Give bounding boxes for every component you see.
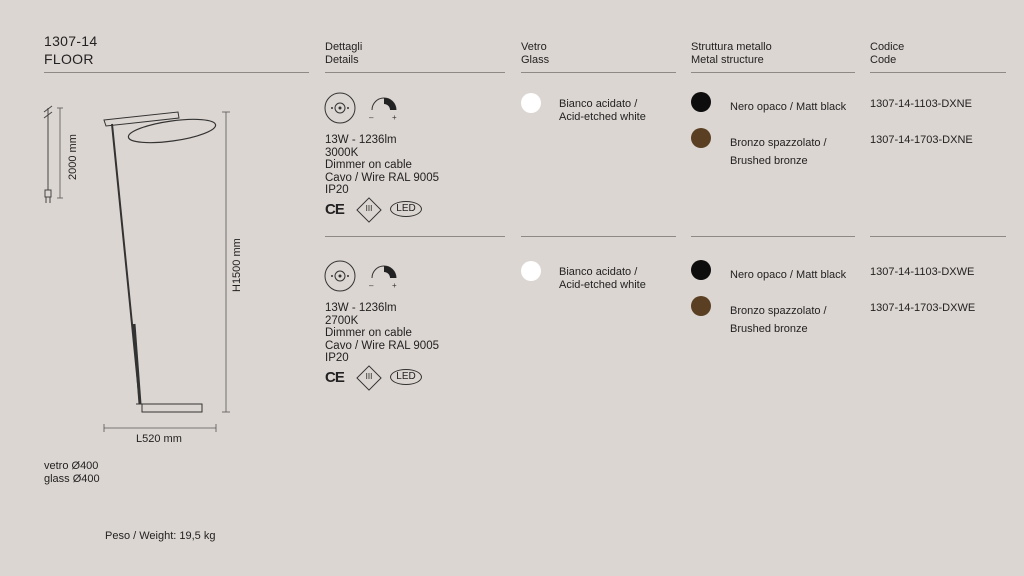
spec-list — [325, 134, 439, 197]
header-metal — [691, 41, 772, 67]
finish-swatch — [691, 128, 711, 148]
glass-label-line: Bianco acidato / — [559, 98, 638, 110]
spec-line: Dimmer on cable — [325, 159, 412, 171]
header-glass-it: Vetro — [521, 41, 547, 53]
svg-text:+: + — [392, 113, 397, 122]
divider — [325, 72, 505, 73]
glass-label-line: Acid-etched white — [559, 111, 646, 123]
spec-list — [325, 302, 439, 365]
dimmer-control-icon — [368, 264, 400, 290]
finish-label-line: Nero opaco / Matt black — [730, 269, 847, 281]
header-code-it: Codice — [870, 41, 905, 53]
finish-swatch — [691, 296, 711, 316]
header-glass-en: Glass — [521, 54, 550, 66]
spec-line: 13W - 1236lm — [325, 302, 397, 314]
length-label: L520 mm — [136, 433, 182, 445]
finish-label — [730, 302, 827, 338]
ce-mark-icon: CE — [325, 369, 344, 386]
header-code-en: Code — [870, 54, 897, 66]
glass-swatch — [521, 93, 541, 113]
product-code: 1307-14 — [44, 33, 98, 49]
dimmer-switch-icon — [324, 260, 358, 294]
spec-line: 2700K — [325, 314, 359, 327]
glass-swatch — [521, 261, 541, 281]
glass-label-line: Bianco acidato / — [559, 266, 638, 278]
glass-diameter-en: glass Ø400 — [44, 473, 100, 485]
divider — [691, 236, 855, 237]
finish-label-line: Bronzo spazzolato / — [730, 137, 827, 149]
svg-text:–: – — [369, 281, 374, 290]
divider — [521, 72, 676, 73]
lamp-technical-drawing — [0, 0, 320, 460]
glass-label — [559, 98, 646, 124]
dimmer-switch-icon — [324, 92, 358, 126]
finish-label — [730, 98, 846, 116]
finish-label-line: Brushed bronze — [730, 323, 808, 335]
ce-mark-icon: CE — [325, 201, 344, 218]
product-code-value: 1307-14-1703-DXWE — [870, 302, 976, 314]
spec-line: 13W - 1236lm — [325, 134, 397, 146]
finish-label — [730, 266, 846, 284]
svg-text:–: – — [369, 113, 374, 122]
divider — [870, 72, 1006, 73]
header-details-it: Dettagli — [325, 41, 363, 53]
finish-label-line: Brushed bronze — [730, 155, 808, 167]
spec-line: Dimmer on cable — [325, 327, 412, 339]
class-iii-label: III — [365, 372, 373, 381]
product-code-value: 1307-14-1103-DXNE — [870, 98, 972, 110]
divider — [325, 236, 505, 237]
product-type: FLOOR — [44, 51, 94, 67]
svg-text:+: + — [392, 281, 397, 290]
divider — [870, 236, 1006, 237]
glass-label — [559, 266, 646, 292]
weight-label: Peso / Weight: 19,5 kg — [105, 530, 216, 542]
dimmer-control-icon — [368, 96, 400, 122]
product-code-value: 1307-14-1103-DXWE — [870, 266, 975, 278]
header-details-en: Details — [325, 54, 359, 66]
finish-label-line: Nero opaco / Matt black — [730, 101, 847, 113]
divider — [521, 236, 676, 237]
product-code-value: 1307-14-1703-DXNE — [870, 134, 973, 146]
led-icon: LED — [390, 201, 422, 217]
glass-diameter-it: vetro Ø400 — [44, 460, 99, 472]
finish-label — [730, 134, 827, 170]
divider — [691, 72, 855, 73]
header-metal-it: Struttura metallo — [691, 41, 772, 53]
header-metal-en: Metal structure — [691, 54, 764, 66]
cable-length-label: 2000 mm — [67, 134, 79, 180]
height-label: H1500 mm — [231, 238, 243, 292]
spec-line: Cavo / Wire RAL 9005 — [325, 171, 439, 184]
spec-line: 3000K — [325, 146, 359, 159]
spec-line: IP20 — [325, 184, 349, 196]
spec-line: Cavo / Wire RAL 9005 — [325, 339, 439, 352]
led-icon: LED — [390, 369, 422, 385]
header-glass — [521, 41, 549, 67]
class-iii-label: III — [365, 204, 373, 213]
spec-line: IP20 — [325, 352, 349, 364]
finish-swatch — [691, 92, 711, 112]
finish-label-line: Bronzo spazzolato / — [730, 305, 827, 317]
glass-label-line: Acid-etched white — [559, 279, 646, 291]
glass-diameter — [44, 460, 100, 486]
header-details — [325, 41, 362, 67]
header-code — [870, 41, 904, 67]
finish-swatch — [691, 260, 711, 280]
